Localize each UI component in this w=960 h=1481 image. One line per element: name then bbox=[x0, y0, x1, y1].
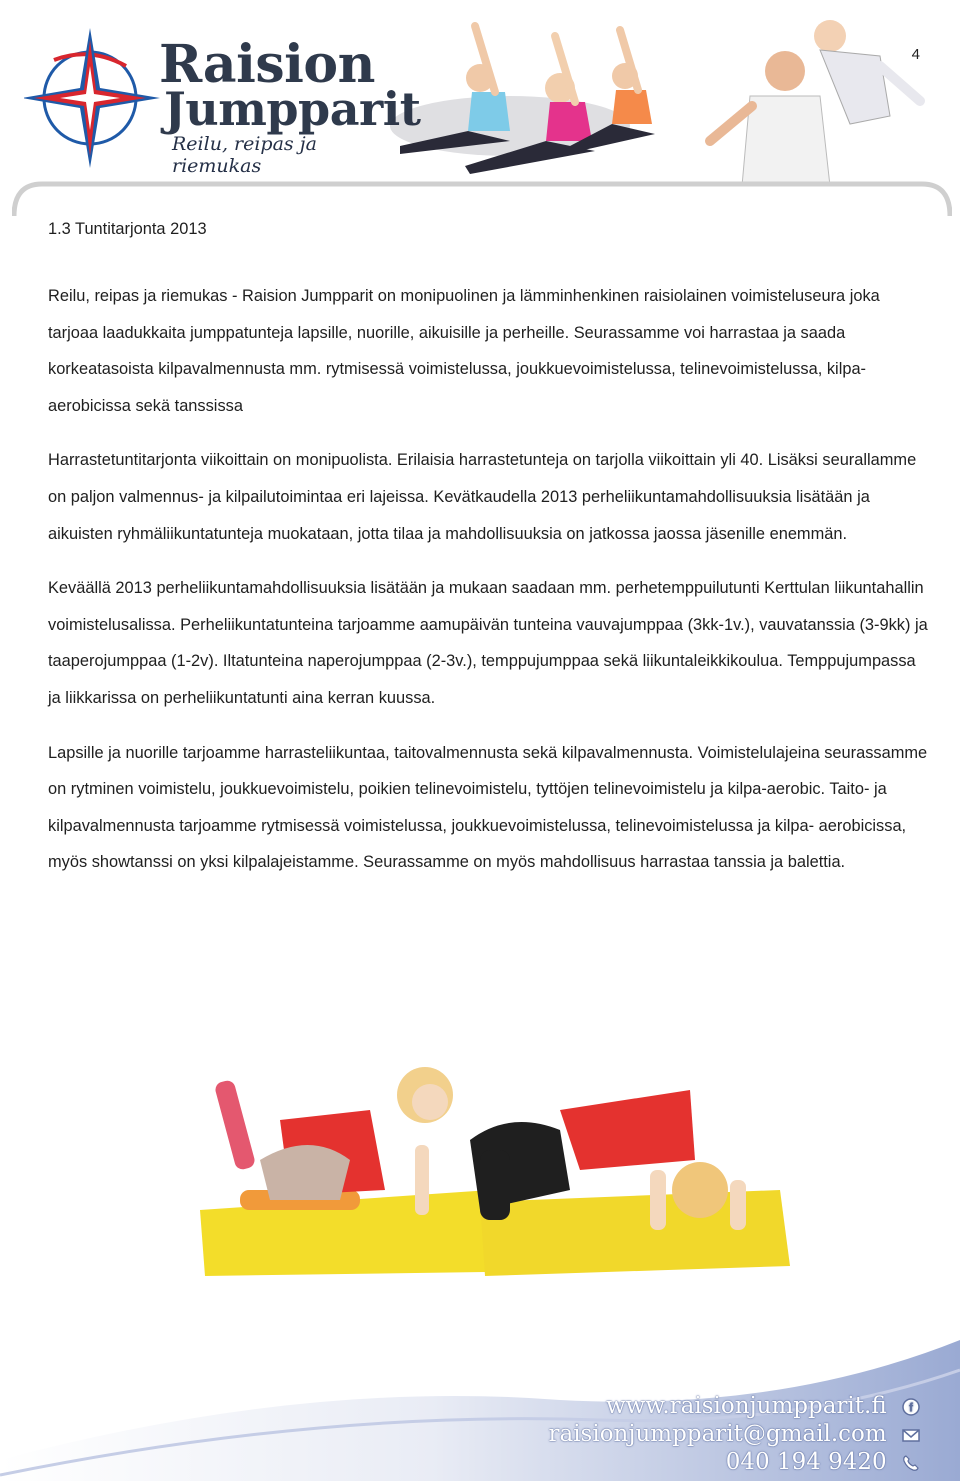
facebook-icon bbox=[902, 1398, 920, 1416]
document-body bbox=[48, 216, 928, 899]
section-heading: 1.3 Tuntitarjonta 2013 bbox=[48, 220, 207, 238]
mail-icon bbox=[902, 1426, 920, 1444]
website-link[interactable]: www.raisionjumpparit.fi bbox=[606, 1393, 887, 1419]
brand-name-line2: Jumpparit bbox=[164, 82, 421, 136]
footer-website-row bbox=[548, 1392, 920, 1420]
paragraph-family-classes: Keväällä 2013 perheliikuntamahdollisuuksia lisätään ja mukaan saadaan mm. perhetemppuilutunti Kerttulan liikuntahallin voimistelusalissa. Perheliikuntatunteina tarjoamme aamupäivän tunteina vauvajumppaa (3kk-1v.), vauvatanssia (3-9kk) ja taaperojumppaa (1-2v). Iltatunteina naperojumppaa (2-3v.), temppujumppaa sekä liikuntaleikkikoulua. Temppujumpassa ja liikkarissa on perheliikuntatunti aina kerran kuussa. bbox=[48, 579, 928, 707]
footer-phone-row bbox=[548, 1448, 920, 1476]
phone-number[interactable]: 040 194 9420 bbox=[725, 1449, 887, 1475]
page-footer bbox=[0, 1340, 960, 1481]
page-number: 4 bbox=[911, 46, 920, 63]
footer-email-row bbox=[548, 1420, 920, 1448]
page-header bbox=[0, 0, 960, 200]
header-gymnastics-photo bbox=[380, 6, 950, 186]
kids-exercising-photo bbox=[180, 1040, 820, 1280]
header-divider-curve bbox=[12, 178, 952, 218]
email-link[interactable]: raisionjumpparit@gmail.com bbox=[548, 1421, 887, 1447]
paragraph-intro: Reilu, reipas ja riemukas - Raision Jumpparit on monipuolinen ja lämminhenkinen raisiolainen voimisteluseura joka tarjoaa laadukkaita jumppatunteja lapsille, nuorille, aikuisille ja perheille. Seurassamme voi harrastaa ja saada korkeatasoista kilpavalmennusta mm. rytmisessä voimistelussa, joukkuevoimistelussa, telinevoimistelussa, kilpa-aerobicissa sekä tanssissa bbox=[48, 287, 880, 415]
star-emblem-icon bbox=[24, 26, 164, 176]
brand-tagline: Reilu, reipas ja riemukas bbox=[172, 133, 317, 177]
club-logo bbox=[24, 26, 421, 177]
svg-text:f: f bbox=[909, 1400, 913, 1415]
phone-icon bbox=[902, 1454, 920, 1472]
brand-name-line1: Raision bbox=[159, 34, 375, 95]
paragraph-offering: Harrastetuntitarjonta viikoittain on monipuolista. Erilaisia harrastetunteja on tarjolla viikoittain yli 40. Lisäksi seurallamme on paljon valmennus- ja kilpailutoimintaa eri lajeissa. Kevätkaudella 2013 perheliikuntamahdollisuuksia lisätään ja aikuisten ryhmäliikuntatunteja muokataan, jotta tilaa ja mahdollisuuksia on jatkossa jaossa jäsenille enemmän. bbox=[48, 451, 917, 543]
paragraph-children-youth: Lapsille ja nuorille tarjoamme harrasteliikuntaa, taitovalmennusta sekä kilpavalmennusta. Voimistelulajeina seurassamme on rytminen voimistelu, joukkuevoimistelu, poikien telinevoimistelu, tyttöjen telinevoimistelu ja kilpa-aerobic. Taito- ja kilpavalmennusta tarjoamme rytmisessä voimistelussa, joukkuevoimistelussa, telinevoimistelussa ja kilpa- aerobicissa, myös showtanssi on yksi kilpalajeistamme. Seurassamme on myös mahdollisuus harrastaa tanssia ja balettia. bbox=[48, 743, 928, 872]
